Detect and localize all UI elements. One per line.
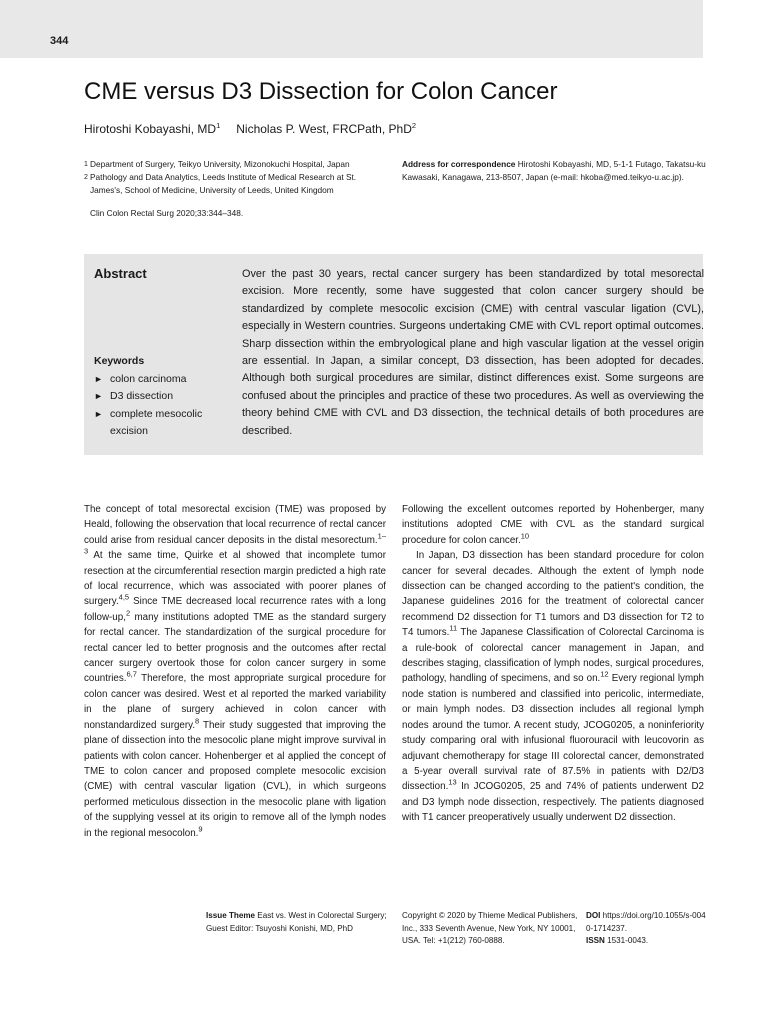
- page-header-bar: [0, 0, 703, 58]
- author-list: [84, 122, 416, 136]
- affiliations: [84, 158, 390, 197]
- issue-theme-text: East vs. West in Colorectal Surgery; Guest Editor: Tsuyoshi Konishi, MD, PhD: [206, 911, 387, 933]
- keyword-item: [94, 388, 236, 405]
- reference-marker: 8: [195, 716, 200, 726]
- body-text: Therefore, the most appropriate surgical procedure for colon cancer was desired. West et al reported the marked variability in the plane of surgery achieved in colon cancer with nonstandardized surgery.: [84, 673, 386, 731]
- reference-marker: 9: [198, 824, 203, 834]
- reference-marker: 10: [520, 531, 530, 541]
- page-number: 344: [50, 35, 69, 47]
- author-affiliation-mark: 2: [411, 121, 417, 130]
- keyword-text: colon carcinoma: [110, 373, 187, 385]
- abstract-heading: Abstract: [94, 266, 147, 281]
- reference-marker: 4,5: [118, 593, 130, 603]
- copyright-note: Copyright © 2020 by Thieme Medical Publishers, Inc., 333 Seventh Avenue, New York, NY 10001, USA. Tel: +1(212) 760-0888.: [402, 911, 578, 945]
- body-text: many institutions adopted TME as the standard surgery for rectal cancer. The standardization of the surgical procedure for rectal cancer led to better prognosis and the outcomes after rectal cancer surgery overtook those for colon cancer surgery in some countries.: [84, 611, 386, 685]
- affiliation-number: 1: [84, 161, 88, 168]
- issn-label: ISSN: [586, 936, 605, 945]
- body-column-right: [402, 502, 704, 826]
- article-title: CME versus D3 Dissection for Colon Cancer: [84, 78, 558, 105]
- issn-value: 1531-0043.: [607, 936, 649, 945]
- body-paragraph: [402, 548, 704, 825]
- keyword-item: [94, 371, 236, 388]
- body-text: Every regional lymph node station is numbered and classified into pericolic, intermediate, or main lymph nodes. D3 dissection includes all regional lymph nodes around the tumor. A recent study, JCOG0205, a noninferiority study comparing oral with infusional fluorouracil with leucovorin as adjuvant chemotherapy for stage III colorectal cancer, demonstrated a 5-year overall survival rate of 87.5% in patients with D2/D3 dissection.: [402, 673, 704, 793]
- correspondence-text: Hirotoshi Kobayashi, MD, 5-1-1 Futago, Takatsu-ku Kawasaki, Kanagawa, 213-8507, Japan (e-mail: hkoba@med.teikyo-u.ac.jp).: [402, 159, 706, 182]
- body-text: In JCOG0205, 25 and 74% of patients underwent D2 and D3 lymph node dissection, respectively. The patients diagnosed with T1 cancer preoperatively usually underwent D2 dissection.: [402, 781, 704, 824]
- keyword-list: [94, 371, 236, 441]
- reference-marker: 12: [600, 670, 609, 680]
- author-name: Nicholas P. West, FRCPath, PhD: [236, 122, 412, 136]
- doi-label: DOI: [586, 911, 601, 920]
- correspondence-address: [402, 158, 712, 184]
- doi-link[interactable]: https://doi.org/10.1055/s-0040-1714237.: [586, 911, 706, 933]
- affiliation-item: [84, 158, 390, 171]
- body-paragraph: [402, 502, 704, 548]
- issue-theme-note: [206, 910, 390, 935]
- body-text: Their study suggested that improving the plane of dissection into the mesocolic plane might improve survival in patients with colon cancer. Hohenberger et al applied the concept of TME to colon cancer and proposed complete mesocolic excision (CME) with central vascular ligation (CVL), in which surgeons performed meticulous dissection in the mesocolic plane with ligation of the supplying vessel at its origin to remove all of the lymph nodes in the regional mesocolon.: [84, 719, 387, 839]
- reference-marker: 11: [449, 623, 458, 633]
- body-column-left: [84, 502, 386, 841]
- arrow-right-icon: ►: [94, 391, 103, 402]
- keywords-heading: Keywords: [94, 355, 145, 367]
- affiliation-text: Pathology and Data Analytics, Leeds Institute of Medical Research at St. James's, School of Medicine, University of Leeds, United Kingdom: [90, 172, 357, 195]
- body-text: Following the excellent outcomes reported by Hohenberger, many institutions adopted CME with CVL as the standard surgical procedure for colon cancer.: [402, 504, 704, 546]
- body-text: The Japanese Classification of Colorectal Carcinoma is a rule-book of colorectal cancer management in Japan, and describes staging, classification of lymph nodes, surgical procedures, pathology, handling of specimens, and so on.: [402, 627, 704, 685]
- arrow-right-icon: ►: [94, 408, 103, 419]
- journal-citation: Clin Colon Rectal Surg 2020;33:344–348.: [90, 208, 244, 218]
- body-text: The concept of total mesorectal excision (TME) was proposed by Heald, following the observation that local recurrence of rectal cancer could arise from residual cancer deposits in the distal mesorectum.: [84, 504, 386, 546]
- affiliation-number: 2: [84, 174, 88, 181]
- arrow-right-icon: ►: [94, 374, 103, 384]
- body-text: At the same time, Quirke et al showed that incomplete tumor resection at the circumferential resection margin predicted a high rate of local recurrence, which was associated with poorer planes of surgery.: [84, 550, 386, 608]
- abstract-text: Over the past 30 years, rectal cancer surgery has been standardized by total mesorectal excision. More recently, some have suggested that colon cancer surgery should be standardized by complete mesocolic excision (CME) with central vascular ligation (CVL), especially in Western countries. Surgeons undertaking CME with CVL report optimal outcomes. Sharp dissection within the embryological plane and high vascular ligation at the vessel origin are essential. In Japan, a similar concept, D3 dissection, has been adopted for decades. Although both surgical procedures are similar, distinct differences exist. Some surgeons are confused about the principles and practice of these two procedures. As well as overviewing the theory behind CME with CVL and D3 dissection, the technical details of both procedures are described.: [242, 268, 704, 437]
- body-text: In Japan, D3 dissection has been standard procedure for colon cancer for several decades. Although the extent of lymph node dissection can be changed according to the patient's condition, the Japanese guidelines 2016 for the treatment of colorectal cancer recommend D2 dissection for T1 tumors and D3 dissection for T2 to T4 tumors.: [402, 550, 704, 639]
- keyword-text: D3 dissection: [110, 390, 174, 403]
- reference-marker: 13: [448, 778, 457, 788]
- reference-marker: 1–3: [84, 531, 386, 556]
- author-affiliation-mark: 1: [216, 121, 221, 130]
- body-paragraph: [84, 502, 386, 841]
- author-name: Hirotoshi Kobayashi, MD: [84, 122, 217, 136]
- affiliation-item: [84, 171, 390, 197]
- correspondence-label: Address for correspondence: [402, 159, 516, 169]
- doi-issn-note: [586, 910, 708, 948]
- reference-marker: 6,7: [126, 670, 137, 680]
- body-text: Since TME decreased local recurrence rates with a long follow-up,: [84, 596, 386, 623]
- reference-marker: 2: [125, 608, 131, 618]
- keyword-item: [94, 406, 236, 441]
- keyword-text: complete mesocolic excision: [110, 407, 203, 438]
- affiliation-text: Department of Surgery, Teikyo University, Mizonokuchi Hospital, Japan: [90, 159, 350, 169]
- issue-theme-label: Issue Theme: [206, 911, 256, 920]
